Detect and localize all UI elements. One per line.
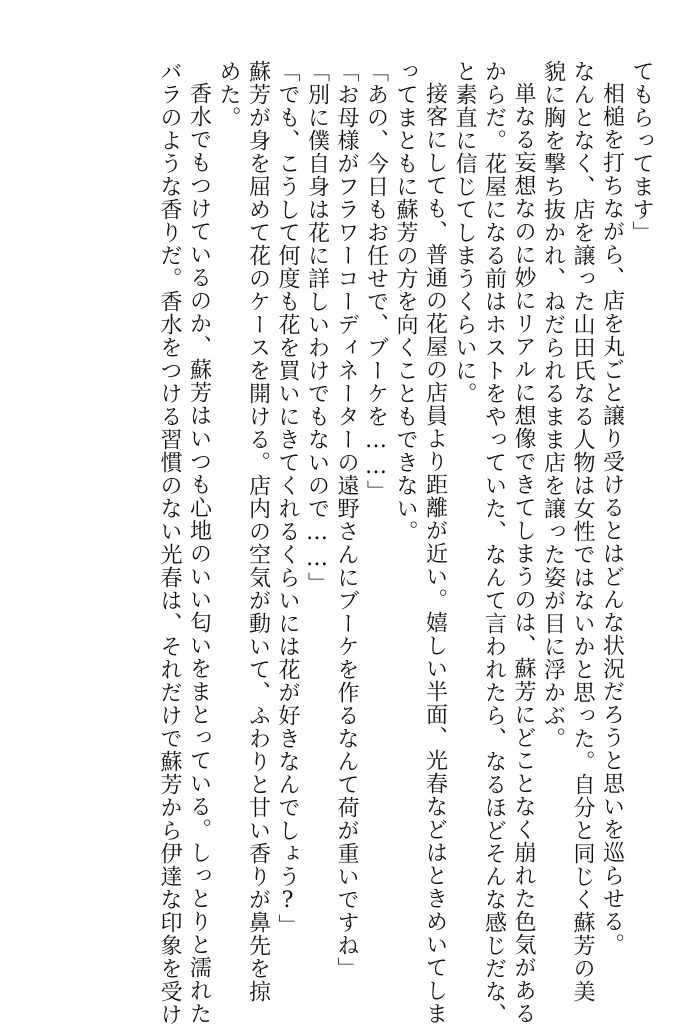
text-line: 接客にしても、普通の花屋の店員より距離が近い。嬉しい半面、光春などはときめいてしま (422, 82, 448, 1025)
text-line: 香水でもつけているのか、蘇芳はいつも心地のいい匂いをまとっている。しっとりと濡れた (186, 82, 212, 1025)
text-line: ってまともに蘇芳の方を向くこともできない。 (393, 60, 418, 543)
text-line: 相槌を打ちながら、店を丸ごと譲り受けるとはどんな状況だろうと思いを巡らせる。 (599, 82, 625, 956)
text-line: てもらってます」 (629, 60, 654, 244)
text-line: バラのような香りだ。香水をつける習慣のない光春は、それだけで蘇芳から伊達な印象を受け (157, 60, 182, 1026)
text-line: 貌に胸を撃ち抜かれ、ねだられるまま店を譲った姿が目に浮かぶ。 (540, 60, 566, 750)
text-line: めた。 (216, 60, 241, 129)
text-line: 単なる妄想なのに妙にリアルに想像できてしまうのは、蘇芳にどことなく崩れた色気がある (511, 82, 536, 1025)
text-line: 「でも、こうして何度も花を買いにきてくれるくらいには花が好きなんでしょう?」 (275, 60, 300, 937)
text-line: 「あの、今日もお任せで、ブーケを……」 (363, 60, 389, 503)
text-line: 蘇芳が身を屈めて花のケースを開ける。店内の空気が動いて、ふわりと甘い香りが鼻先を掠 (245, 60, 271, 1003)
text-line: 「お母様がフラワーコーディネーターの遠野さんにブーケを作るなんて荷が重いですね」 (334, 60, 359, 980)
text-line: と素直に信じてしまうくらいに。 (452, 60, 477, 405)
vertical-text-body (155, 60, 657, 1026)
text-line: 「別に僕自身は花に詳しいわけでもないので……」 (304, 60, 330, 595)
text-line: なんとなく、店を譲った山田氏なる人物は女性ではないかと思った。自分と同じく蘇芳の美 (570, 60, 595, 1003)
text-line: からだ。花屋になる前はホストをやっていた、なんて言われたら、なるほどそんな感じだな、 (481, 60, 507, 1026)
